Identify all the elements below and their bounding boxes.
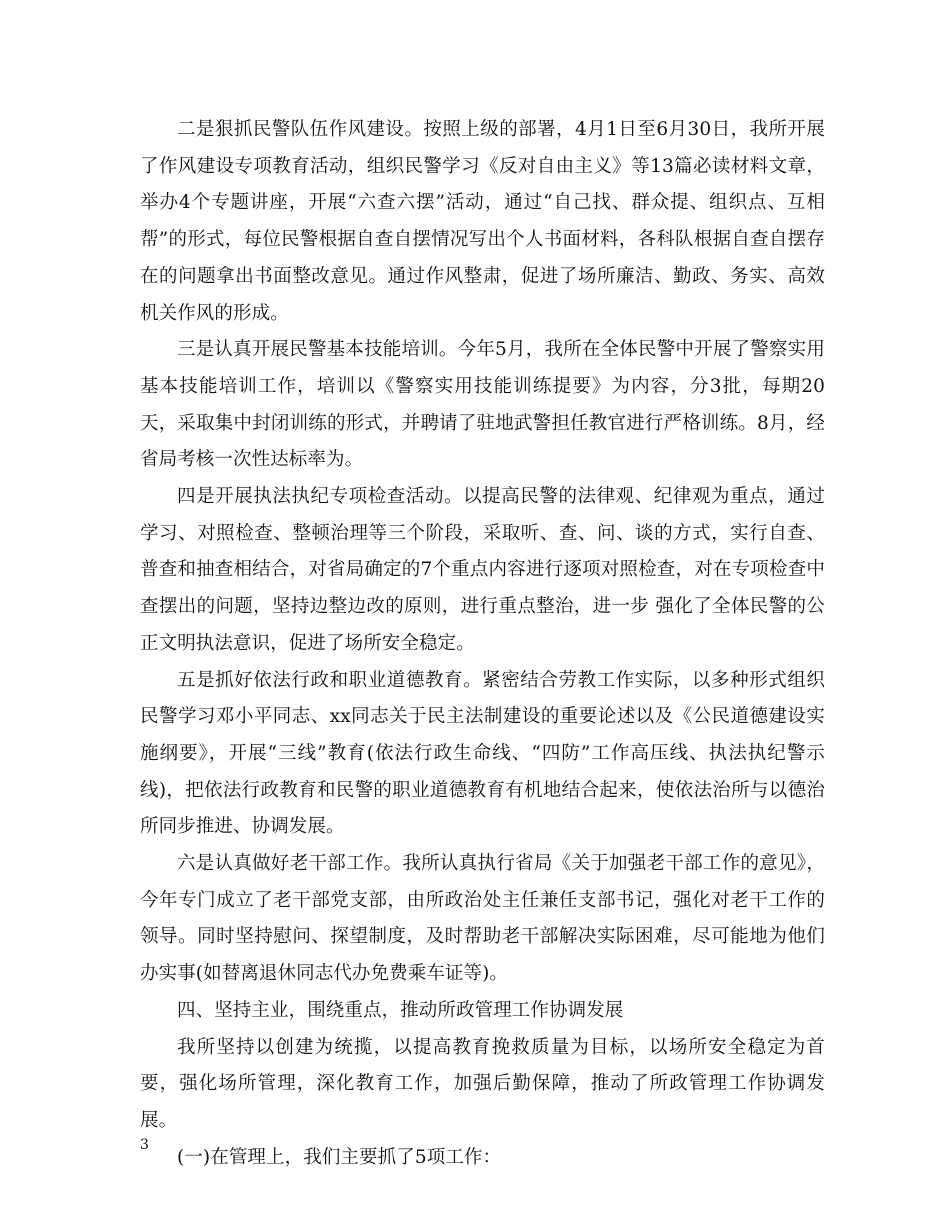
paragraph-management-items: (一)在管理上，我们主要抓了5项工作： bbox=[177, 1146, 502, 1168]
page-number: 3 bbox=[140, 1137, 149, 1153]
document-body bbox=[140, 112, 825, 1176]
paragraph-veteran-cadres: 六是认真做好老干部工作。我所认真执行省局《关于加强老干部工作的意见》，今年专门成立了老干部党支部，由所政治处主任兼任支部书记，强化对老干工作的领导。同时坚持慰问、探望制度，及时帮助老干部解决实际困难，尽可能地为他们办实事(如替离退休同志代办免费乘车证等)。 bbox=[140, 853, 825, 985]
paragraph-management-overview: 我所坚持以创建为统揽，以提高教育挽救质量为目标，以场所安全稳定为首要，强化场所管理，深化教育工作，加强后勤保障，推动了所政管理工作协调发展。 bbox=[140, 1036, 825, 1131]
paragraph-skills-training: 三是认真开展民警基本技能培训。今年5月，我所在全体民警中开展了警察实用基本技能培训工作，培训以《警察实用技能训练提要》为内容，分3批，每期20天，采取集中封闭训练的形式，并聘请了驻地武警担任教官进行严格训练。8月，经省局考核一次性达标率为。 bbox=[140, 339, 825, 471]
paragraph-ethics-education: 五是抓好依法行政和职业道德教育。紧密结合劳教工作实际，以多种形式组织民警学习邓小平同志、xx同志关于民主法制建设的重要论述以及《公民道德建设实施纲要》，开展“三线”教育(依法行政生命线、“四防”工作高压线、执法执纪警示线)，把依法行政教育和民警的职业道德教育有机地结合起来，使依法治所与以德治所同步推进、协调发展。 bbox=[140, 669, 825, 838]
paragraph-law-inspection: 四是开展执法执纪专项检查活动。以提高民警的法律观、纪律观为重点，通过学习、对照检查、整顿治理等三个阶段，采取听、查、问、谈的方式，实行自查、普查和抽查相结合，对省局确定的7个重点内容进行逐项对照检查，对在专项检查中查摆出的问题，坚持边整边改的原则，进行重点整治，进一步 强化了全体民警的公正文明执法意识，促进了场所安全稳定。 bbox=[140, 486, 825, 654]
section-heading: 四、坚持主业，围绕重点，推动所政管理工作协调发展 bbox=[177, 999, 624, 1021]
paragraph-style-building: 二是狠抓民警队伍作风建设。按照上级的部署，4月1日至6月30日，我所开展了作风建设专项教育活动，组织民警学习《反对自由主义》等13篇必读材料文章，举办4个专题讲座，开展“六查六摆”活动，通过“自己找、群众提、组织点、互相帮”的形式，每位民警根据自查自摆情况写出个人书面材料，各科队根据自查自摆存在的问题拿出书面整改意见。通过作风整肃，促进了场所廉洁、勤政、务实、高效机关作风的形成。 bbox=[140, 119, 825, 324]
